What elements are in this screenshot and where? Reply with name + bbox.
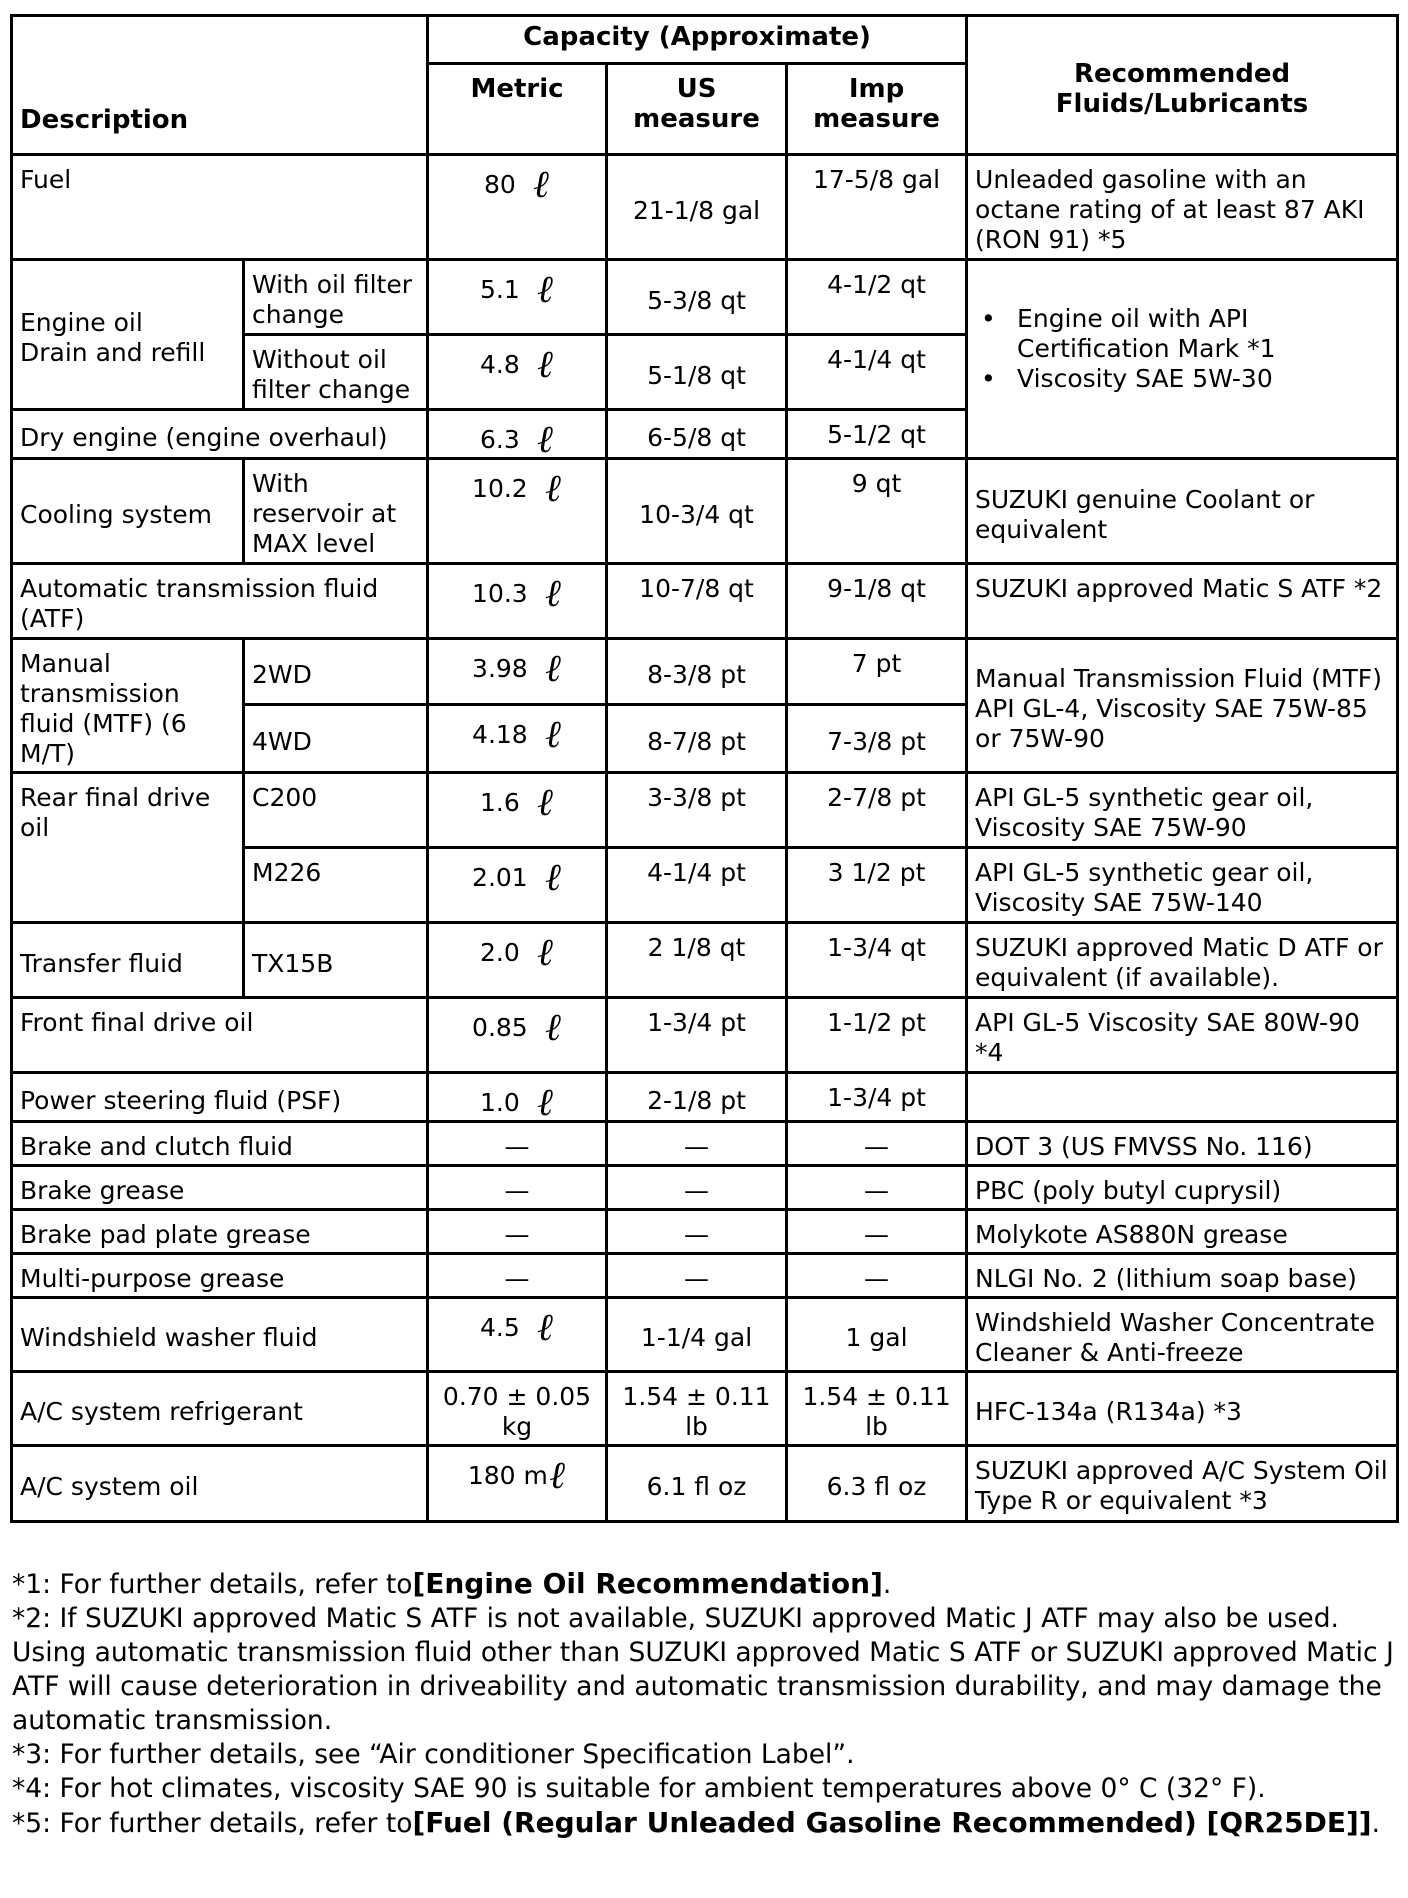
- engine-oil-desc-line2: Drain and refill: [20, 338, 206, 367]
- rear-final-m226-imp: 3 1/2 pt: [787, 848, 967, 923]
- front-final-metric: 0.85 ℓ: [428, 998, 607, 1073]
- refrigerant-us: 1.54 ± 0.11 lb: [607, 1372, 787, 1446]
- liter-icon: ℓ: [549, 1452, 567, 1497]
- spec-table-container: [10, 14, 1396, 1523]
- rear-final-c200-sub: C200: [244, 773, 428, 848]
- psf-us: 2-1/8 pt: [607, 1073, 787, 1122]
- row-rear-final-c200: [12, 773, 1398, 848]
- refrigerant-imp: 1.54 ± 0.11 lb: [787, 1372, 967, 1446]
- row-washer: [12, 1298, 1398, 1372]
- engine-oil-recommendation-link[interactable]: [Engine Oil Recommendation]: [412, 1567, 883, 1600]
- mtf-2wd-imp: 7 pt: [787, 639, 967, 705]
- liter-icon: ℓ: [537, 929, 555, 974]
- footnote-1: *1: For further details, refer to[Engine Oil Recommendation].: [12, 1567, 892, 1600]
- brake-pad-metric: —: [428, 1210, 607, 1254]
- brake-grease-us: —: [607, 1166, 787, 1210]
- engine-oil-with-filter-sub: With oil filter change: [244, 260, 428, 335]
- fuel-desc: Fuel: [12, 155, 428, 260]
- rear-final-m226-fluid: API GL-5 synthetic gear oil, Viscosity SAE 75W-140: [967, 848, 1398, 923]
- rear-final-c200-fluid: API GL-5 synthetic gear oil, Viscosity SAE 75W-90: [967, 773, 1398, 848]
- liter-icon: ℓ: [545, 854, 562, 899]
- ac-oil-metric: 180 mℓ: [428, 1446, 607, 1522]
- row-multi-grease: [12, 1254, 1398, 1298]
- multi-grease-us: —: [607, 1254, 787, 1298]
- ac-oil-us: 6.1 fl oz: [607, 1446, 787, 1522]
- front-final-fluid: API GL-5 Viscosity SAE 80W-90 *4: [967, 998, 1398, 1073]
- row-psf: [12, 1073, 1398, 1122]
- psf-metric: 1.0 ℓ: [428, 1073, 607, 1122]
- row-atf: [12, 564, 1398, 639]
- fuel-us: 21-1/8 gal: [607, 155, 787, 260]
- footnotes: [12, 1567, 1402, 1841]
- rear-final-m226-us: 4-1/4 pt: [607, 848, 787, 923]
- liter-icon: ℓ: [545, 465, 562, 510]
- row-ac-oil: [12, 1446, 1398, 1522]
- engine-oil-without-filter-us: 5-1/8 qt: [607, 335, 787, 410]
- row-mtf-2wd: [12, 639, 1398, 705]
- washer-desc: Windshield washer fluid: [12, 1298, 428, 1372]
- header-us-line1: US: [676, 74, 717, 104]
- refrigerant-metric: 0.70 ± 0.05 kg: [428, 1372, 607, 1446]
- brake-grease-fluid: PBC (poly butyl cuprysil): [967, 1166, 1398, 1210]
- psf-imp: 1-3/4 pt: [787, 1073, 967, 1122]
- header-imp-line1: Imp: [848, 74, 905, 104]
- mtf-4wd-metric: 4.18 ℓ: [428, 705, 607, 773]
- front-final-imp: 1-1/2 pt: [787, 998, 967, 1073]
- engine-oil-desc-line1: Engine oil: [20, 308, 143, 337]
- atf-fluid: SUZUKI approved Matic S ATF *2: [967, 564, 1398, 639]
- washer-fluid: Windshield Washer Concentrate Cleaner & Anti-freeze: [967, 1298, 1398, 1372]
- header-fluids: [967, 16, 1398, 155]
- front-final-desc: Front final drive oil: [12, 998, 428, 1073]
- rear-final-desc: Rear final drive oil: [12, 773, 244, 923]
- footnote-5: *5: For further details, refer to[Fuel (Regular Unleaded Gasoline Recommended) [QR25DE]].: [12, 1806, 1381, 1839]
- liter-icon: ℓ: [537, 1304, 555, 1349]
- engine-oil-fluid-list: [975, 304, 1389, 394]
- header-us: [607, 64, 787, 155]
- atf-us: 10-7/8 qt: [607, 564, 787, 639]
- cooling-imp: 9 qt: [787, 459, 967, 564]
- brake-grease-desc: Brake grease: [12, 1166, 428, 1210]
- fuel-imp: 17-5/8 gal: [787, 155, 967, 260]
- liter-icon: ℓ: [545, 570, 562, 615]
- engine-oil-desc: [12, 260, 244, 410]
- footnote-4: *4: For hot climates, viscosity SAE 90 is suitable for ambient temperatures above 0° C (32° F).: [12, 1773, 1266, 1804]
- brake-clutch-metric: —: [428, 1122, 607, 1166]
- header-metric: Metric: [428, 64, 607, 155]
- cooling-us: 10-3/4 qt: [607, 459, 787, 564]
- brake-clutch-imp: —: [787, 1122, 967, 1166]
- brake-clutch-us: —: [607, 1122, 787, 1166]
- mtf-4wd-sub: 4WD: [244, 705, 428, 773]
- brake-clutch-desc: Brake and clutch fluid: [12, 1122, 428, 1166]
- fuel-metric: 80 ℓ: [428, 155, 607, 260]
- rear-final-c200-imp: 2-7/8 pt: [787, 773, 967, 848]
- header-description: Description: [12, 16, 428, 155]
- header-imp-line2: measure: [813, 104, 940, 134]
- row-fuel: [12, 155, 1398, 260]
- mtf-2wd-metric: 3.98 ℓ: [428, 639, 607, 705]
- footnote-3: *3: For further details, see “Air conditioner Specification Label”.: [12, 1739, 855, 1770]
- liter-icon: ℓ: [545, 645, 562, 690]
- multi-grease-desc: Multi-purpose grease: [12, 1254, 428, 1298]
- engine-oil-with-filter-imp: 4-1/2 qt: [787, 260, 967, 335]
- cooling-desc: Cooling system: [12, 459, 244, 564]
- footnote-2: *2: If SUZUKI approved Matic S ATF is not available, SUZUKI approved Matic J ATF may also be used. Using automatic transmission fluid other than SUZUKI approved Matic S ATF or SUZUKI approved Matic J ATF will cause deterioration in driveability and automatic transmission durability, and may damage the automatic transmission.: [12, 1603, 1394, 1736]
- header-us-line2: measure: [633, 104, 760, 134]
- cooling-sub: With reservoir at MAX level: [244, 459, 428, 564]
- cooling-fluid: SUZUKI genuine Coolant or equivalent: [967, 459, 1398, 564]
- psf-fluid: [967, 1073, 1398, 1122]
- ac-oil-imp: 6.3 fl oz: [787, 1446, 967, 1522]
- brake-clutch-fluid: DOT 3 (US FMVSS No. 116): [967, 1122, 1398, 1166]
- dry-engine-desc: Dry engine (engine overhaul): [12, 410, 428, 459]
- atf-metric: 10.3 ℓ: [428, 564, 607, 639]
- engine-oil-without-filter-sub: Without oil filter change: [244, 335, 428, 410]
- refrigerant-desc: A/C system refrigerant: [12, 1372, 428, 1446]
- brake-pad-desc: Brake pad plate grease: [12, 1210, 428, 1254]
- transfer-us: 2 1/8 qt: [607, 923, 787, 998]
- liter-icon: ℓ: [545, 1004, 562, 1049]
- mtf-2wd-sub: 2WD: [244, 639, 428, 705]
- engine-oil-with-filter-metric: 5.1 ℓ: [428, 260, 607, 335]
- row-brake-pad: [12, 1210, 1398, 1254]
- transfer-sub: TX15B: [244, 923, 428, 998]
- liter-icon: ℓ: [533, 161, 551, 206]
- brake-grease-metric: —: [428, 1166, 607, 1210]
- ac-oil-desc: A/C system oil: [12, 1446, 428, 1522]
- header-imp: [787, 64, 967, 155]
- mtf-fluid: Manual Transmission Fluid (MTF) API GL-4, Viscosity SAE 75W-85 or 75W-90: [967, 639, 1398, 773]
- washer-imp: 1 gal: [787, 1298, 967, 1372]
- row-brake-clutch: [12, 1122, 1398, 1166]
- liter-icon: ℓ: [545, 711, 562, 757]
- refrigerant-fluid: HFC-134a (R134a) *3: [967, 1372, 1398, 1446]
- engine-oil-without-filter-metric: 4.8 ℓ: [428, 335, 607, 410]
- engine-oil-without-filter-imp: 4-1/4 qt: [787, 335, 967, 410]
- psf-desc: Power steering fluid (PSF): [12, 1073, 428, 1122]
- ac-oil-fluid: SUZUKI approved A/C System Oil Type R or equivalent *3: [967, 1446, 1398, 1522]
- rear-final-c200-us: 3-3/8 pt: [607, 773, 787, 848]
- washer-us: 1-1/4 gal: [607, 1298, 787, 1372]
- transfer-imp: 1-3/4 qt: [787, 923, 967, 998]
- rear-final-c200-metric: 1.6 ℓ: [428, 773, 607, 848]
- capacity-table: [10, 14, 1399, 1523]
- header-fluids-line2: Fluids/Lubricants: [1055, 88, 1309, 119]
- liter-icon: ℓ: [537, 341, 555, 386]
- transfer-metric: 2.0 ℓ: [428, 923, 607, 998]
- mtf-2wd-us: 8-3/8 pt: [607, 639, 787, 705]
- mtf-4wd-us: 8-7/8 pt: [607, 705, 787, 773]
- engine-oil-fluid: [967, 260, 1398, 459]
- transfer-fluid: SUZUKI approved Matic D ATF or equivalent (if available).: [967, 923, 1398, 998]
- fuel-fluid: Unleaded gasoline with an octane rating of at least 87 AKI (RON 91) *5: [967, 155, 1398, 260]
- engine-oil-fluid-item: • Viscosity SAE 5W-30: [975, 364, 1389, 394]
- brake-pad-fluid: Molykote AS880N grease: [967, 1210, 1398, 1254]
- engine-oil-with-filter-us: 5-3/8 qt: [607, 260, 787, 335]
- multi-grease-fluid: NLGI No. 2 (lithium soap base): [967, 1254, 1398, 1298]
- mtf-desc: Manual transmission fluid (MTF) (6 M/T): [12, 639, 244, 773]
- fuel-recommendation-link[interactable]: [Fuel (Regular Unleaded Gasoline Recommended) [QR25DE]]: [412, 1806, 1372, 1839]
- engine-oil-fluid-item: • Engine oil with API Certification Mark *1: [975, 304, 1389, 364]
- header-fluids-line1: Recommended: [1073, 58, 1291, 89]
- front-final-us: 1-3/4 pt: [607, 998, 787, 1073]
- row-brake-grease: [12, 1166, 1398, 1210]
- dry-engine-us: 6-5/8 qt: [607, 410, 787, 459]
- liter-icon: ℓ: [537, 266, 555, 311]
- row-engine-oil-with-filter: [12, 260, 1398, 335]
- multi-grease-imp: —: [787, 1254, 967, 1298]
- liter-icon: ℓ: [537, 1079, 555, 1124]
- washer-metric: 4.5 ℓ: [428, 1298, 607, 1372]
- transfer-desc: Transfer fluid: [12, 923, 244, 998]
- row-refrigerant: [12, 1372, 1398, 1446]
- brake-pad-imp: —: [787, 1210, 967, 1254]
- brake-grease-imp: —: [787, 1166, 967, 1210]
- row-cooling: [12, 459, 1398, 564]
- rear-final-m226-sub: M226: [244, 848, 428, 923]
- dry-engine-imp: 5-1/2 qt: [787, 410, 967, 459]
- liter-icon: ℓ: [537, 416, 555, 461]
- brake-pad-us: —: [607, 1210, 787, 1254]
- liter-icon: ℓ: [537, 779, 555, 824]
- dry-engine-metric: 6.3 ℓ: [428, 410, 607, 459]
- atf-desc: Automatic transmission fluid (ATF): [12, 564, 428, 639]
- header-capacity: Capacity (Approximate): [428, 16, 967, 64]
- cooling-metric: 10.2 ℓ: [428, 459, 607, 564]
- atf-imp: 9-1/8 qt: [787, 564, 967, 639]
- row-front-final: [12, 998, 1398, 1073]
- multi-grease-metric: —: [428, 1254, 607, 1298]
- rear-final-m226-metric: 2.01 ℓ: [428, 848, 607, 923]
- mtf-4wd-imp: 7-3/8 pt: [787, 705, 967, 773]
- row-transfer: [12, 923, 1398, 998]
